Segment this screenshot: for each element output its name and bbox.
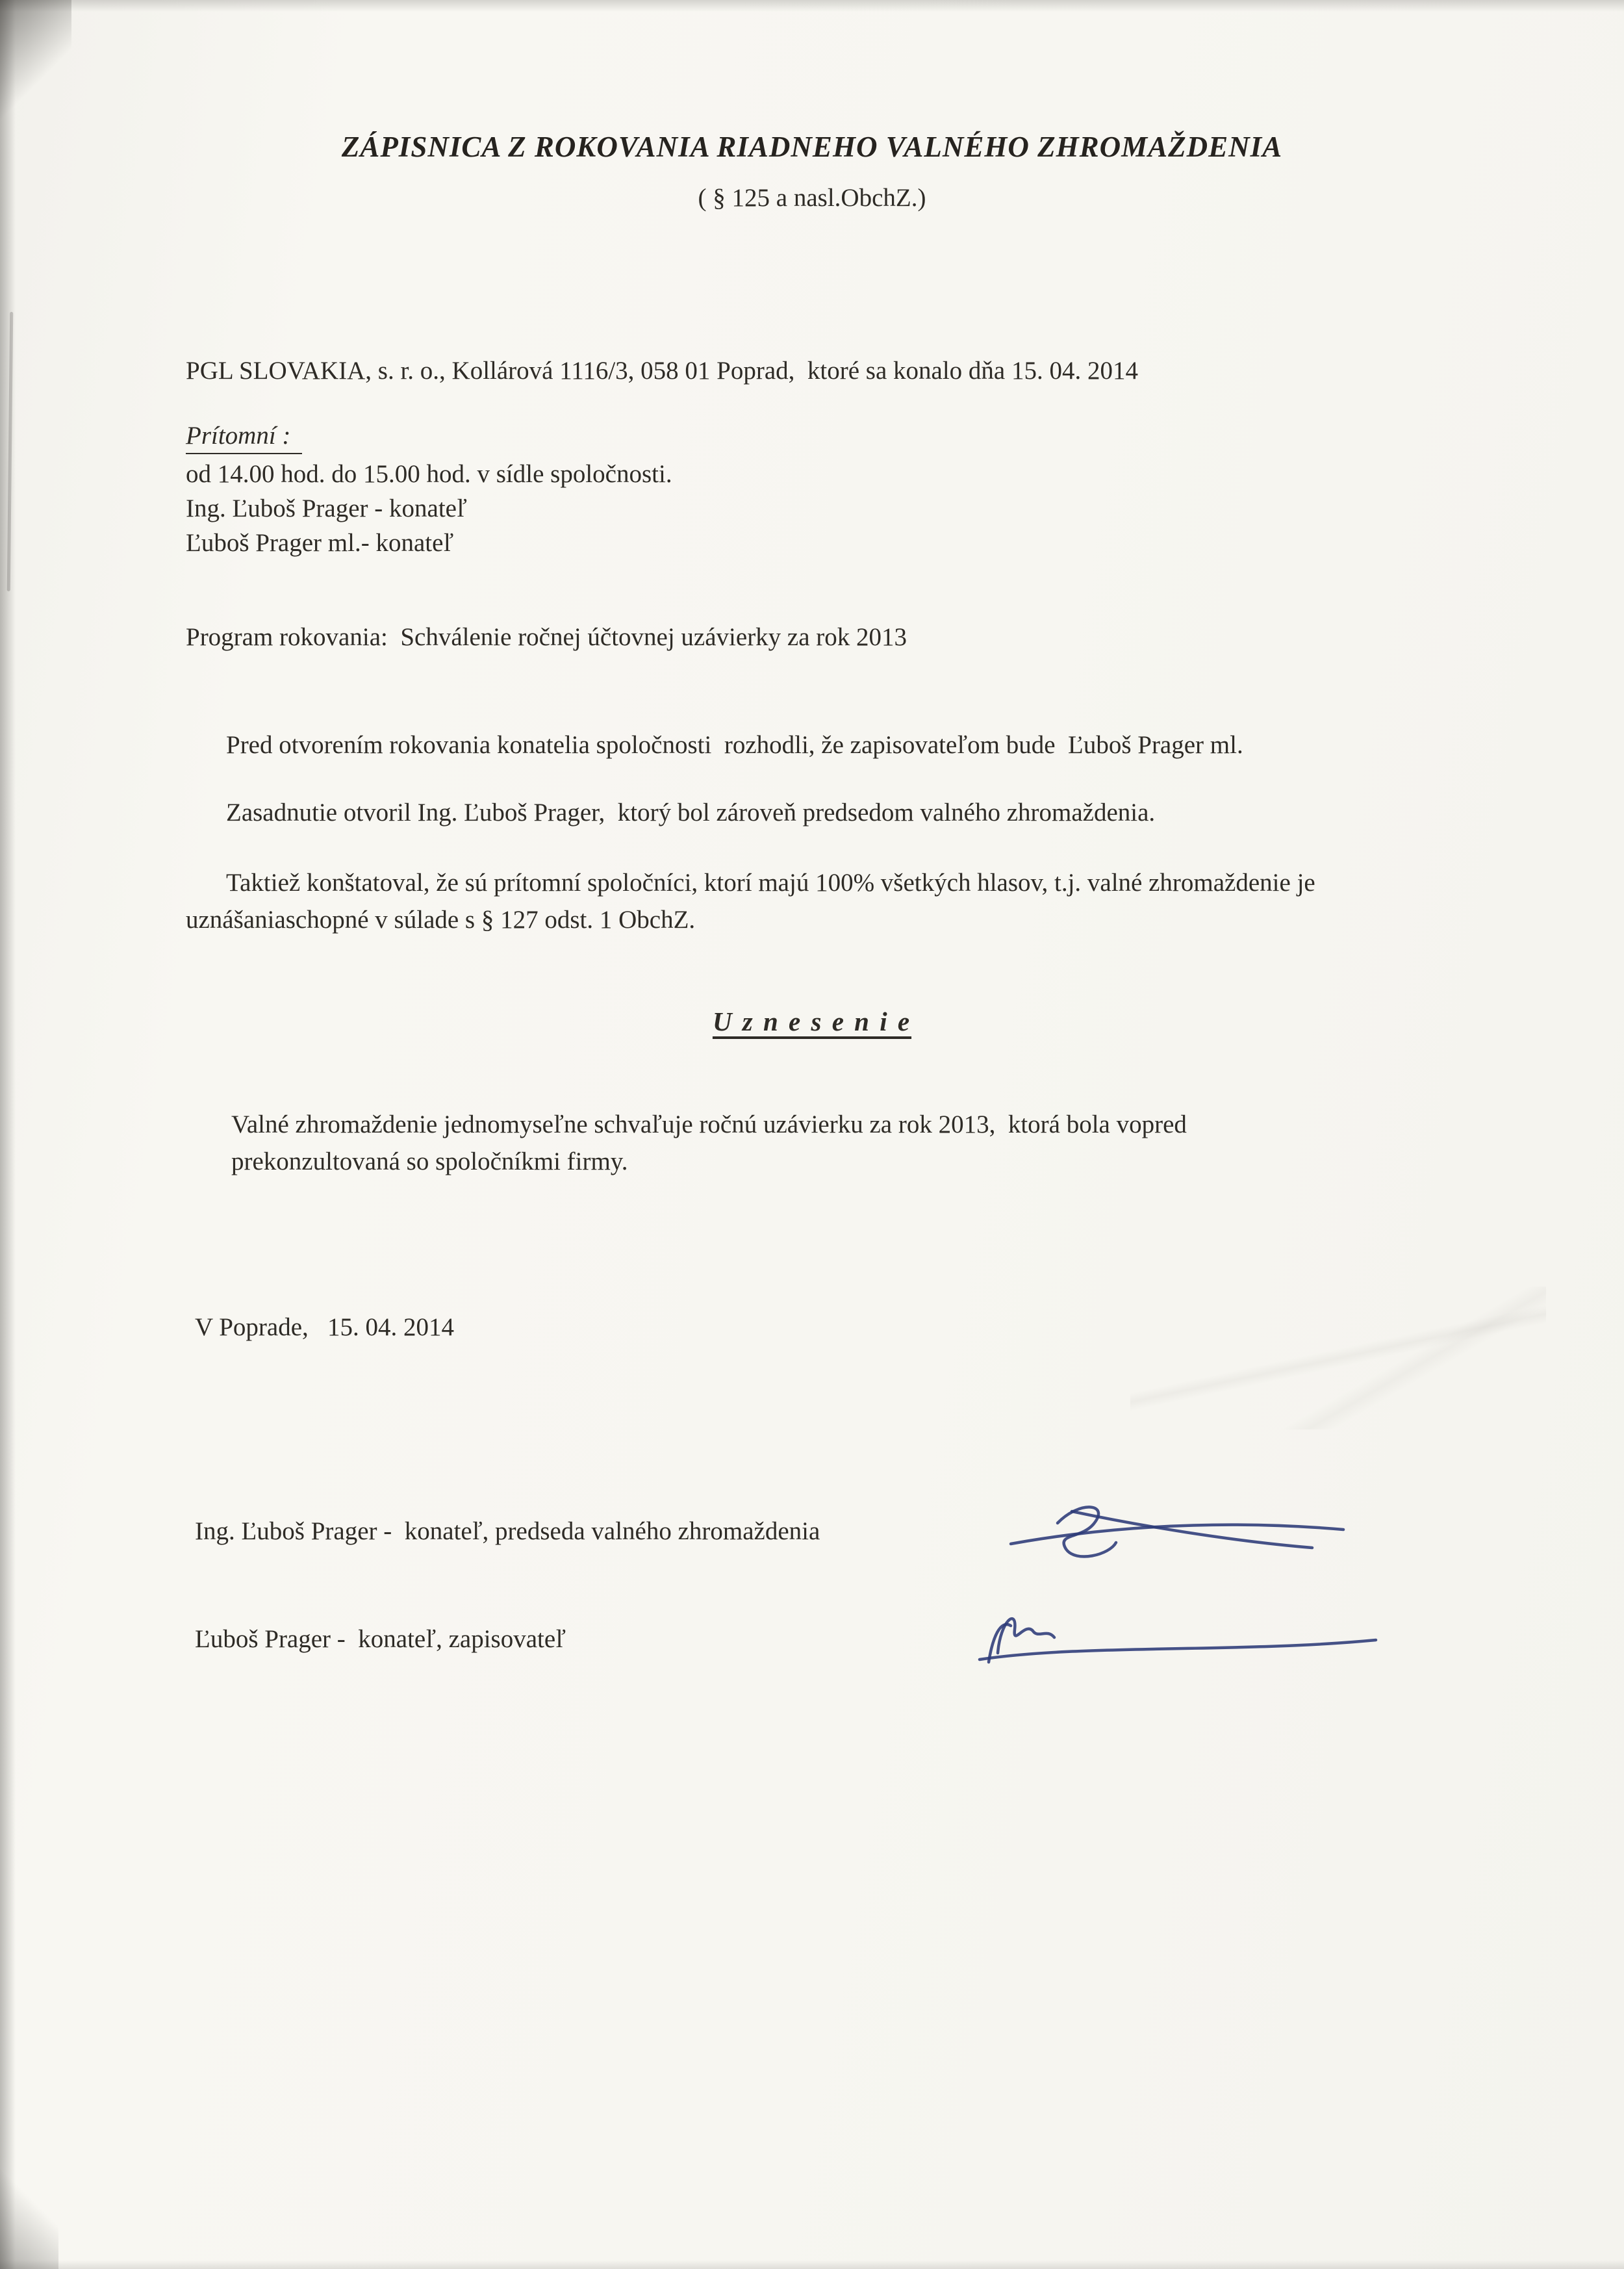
handwritten-signature-2 [960,1591,1389,1685]
scan-shadow-left-edge [0,0,16,2269]
resolution-heading [0,1006,1624,1037]
attendee-1: Ing. Ľuboš Prager - konateľ [186,494,467,522]
paper-crease [1130,1287,1546,1429]
signature-ink-2 [960,1591,1389,1682]
scan-shadow-top-edge [0,0,1624,12]
signature-caption-1: Ing. Ľuboš Prager - konateľ, predseda valného zhromaždenia [195,1517,820,1545]
place-date-line: V Poprade, 15. 04. 2014 [195,1313,455,1341]
scan-shadow-top-left-corner [0,0,71,123]
attendees-list [186,491,467,560]
document-title: ZÁPISNICA Z ROKOVANIA RIADNEHO VALNÉHO ZHROMAŽDENIA [341,131,1283,163]
resolution-paragraph: Valné zhromaždenie jednomyseľne schvaľuje ročnú uzávierku za rok 2013, ktorá bola vopred prekonzultovaná so spoločníkmi firmy. [231,1110,1193,1175]
body-paragraph-1: Pred otvorením rokovania konatelia spoločnosti rozhodli, že zapisovateľom bude Ľuboš Prager ml. [226,731,1243,759]
attendees-heading [186,421,302,454]
signature-ink-1 [993,1492,1356,1589]
agenda-line: Program rokovania: Schválenie ročnej účtovnej uzávierky za rok 2013 [186,623,907,651]
attendee-2: Ľuboš Prager ml.- konateľ [186,529,454,557]
intro-line-1: PGL SLOVAKIA, s. r. o., Kollárová 1116/3, 058 01 Poprad, ktoré sa konalo dňa 15. 04. 2014 [186,357,1138,385]
scan-shadow-bottom-edge [0,2260,1624,2269]
attendees-heading-label: Prítomní : [186,421,302,454]
handwritten-signature-1 [993,1492,1356,1593]
document-subtitle: ( § 125 a nasl.ObchZ.) [698,184,926,212]
intro-line-2: od 14.00 hod. do 15.00 hod. v sídle spoločnosti. [186,460,672,488]
body-paragraph-2: Zasadnutie otvoril Ing. Ľuboš Prager, ktorý bol zároveň predsedom valného zhromaždenia. [226,799,1156,827]
body-paragraph-3: Taktiež konštatoval, že sú prítomní spoločníci, ktorí majú 100% všetkých hlasov, t.j. valné zhromaždenie je uznášaniaschopné v súlade s § 127 odst. 1 ObchZ. [186,869,1322,934]
resolution-heading-label: U z n e s e n i e [712,1006,912,1036]
scan-shadow-bottom-left-corner [0,2159,58,2269]
signature-caption-2: Ľuboš Prager - konateľ, zapisovateľ [195,1625,566,1653]
